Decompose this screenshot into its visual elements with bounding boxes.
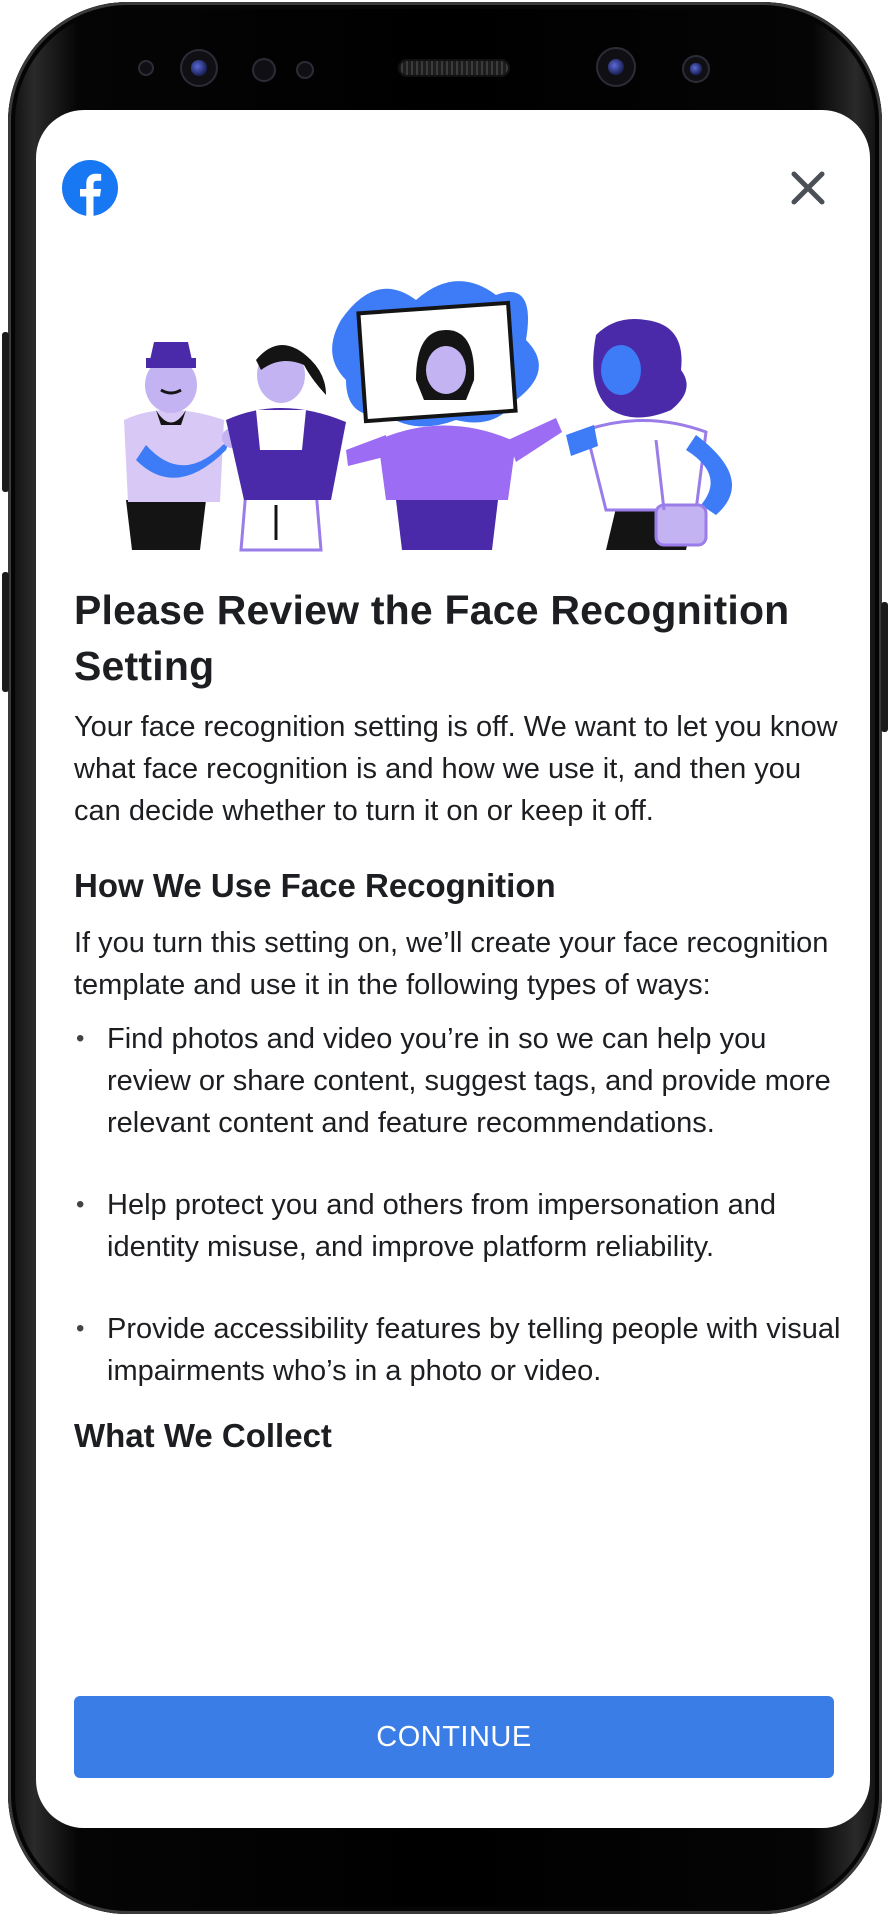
continue-button[interactable]: CONTINUE <box>74 1696 834 1778</box>
list-item-text: Help protect you and others from impersonation and identity misuse, and improve platform reliability. <box>107 1189 776 1263</box>
volume-button <box>2 332 9 492</box>
list-item <box>74 1018 844 1144</box>
how-text: If you turn this setting on, we’ll create your face recognition template and use it in the following types of ways: <box>74 927 829 1001</box>
picture-frame <box>332 281 562 550</box>
bixby-button <box>2 572 9 692</box>
power-button <box>881 602 888 732</box>
bullet-icon: • <box>76 1191 85 1218</box>
light-sensor <box>252 58 276 82</box>
phone-frame <box>8 2 882 1914</box>
how-heading: How We Use Face Recognition <box>74 867 556 904</box>
main-content <box>74 582 844 1460</box>
front-camera <box>596 47 636 87</box>
group-of-people-with-photo-frame-illustration <box>116 260 796 560</box>
person-with-hat <box>124 342 242 550</box>
app-screen <box>36 110 870 1828</box>
usage-list <box>74 1018 844 1392</box>
collect-heading: What We Collect <box>74 1417 332 1454</box>
page-title: Please Review the Face Recognition Setting <box>74 587 790 689</box>
iris-scanner <box>180 49 218 87</box>
facebook-logo-icon <box>62 160 118 216</box>
list-item <box>74 1308 844 1392</box>
ir-led <box>296 61 314 79</box>
list-item-text: Provide accessibility features by telling people with visual impairments who’s in a photo or video. <box>107 1313 841 1387</box>
person-with-curly-hair <box>566 319 732 550</box>
proximity-sensor <box>138 60 154 76</box>
earpiece-speaker <box>398 59 510 77</box>
bullet-icon: • <box>76 1315 85 1342</box>
bullet-icon: • <box>76 1025 85 1052</box>
intro-text: Your face recognition setting is off. We want to let you know what face recognition is and how we use it, and then you can decide whether to turn it on or keep it off. <box>74 711 838 827</box>
list-item-text: Find photos and video you’re in so we can help you review or share content, suggest tags, and provide more relevant content and feature recommendations. <box>107 1023 831 1139</box>
list-item <box>74 1184 844 1268</box>
person-with-ponytail <box>226 345 346 550</box>
close-icon[interactable] <box>788 168 828 208</box>
front-camera-secondary <box>682 55 710 83</box>
